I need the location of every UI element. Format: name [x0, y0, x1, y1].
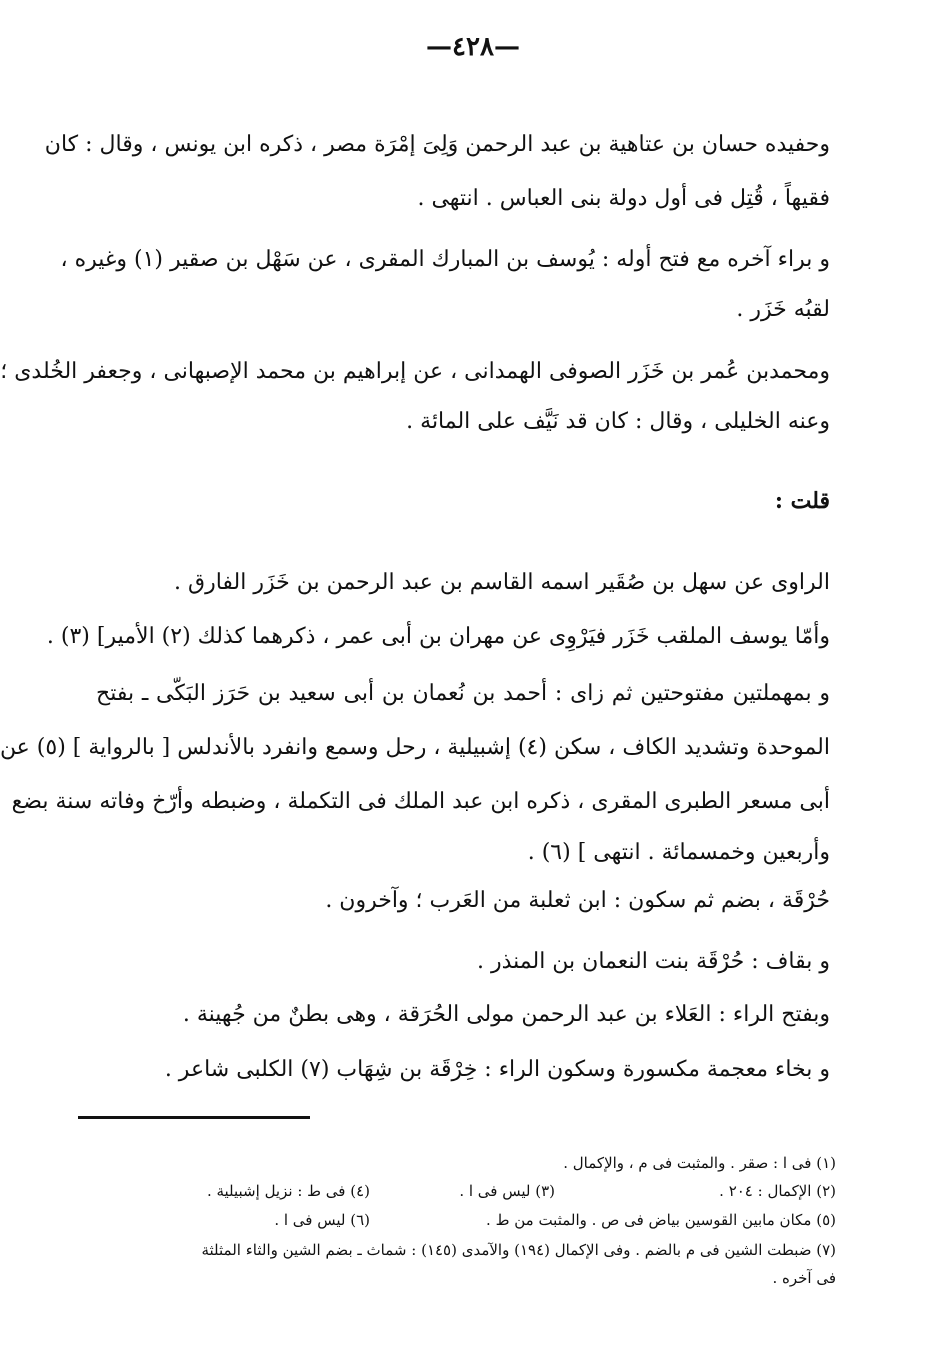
- body-line: و بقاف : حُرْقَة بنت النعمان بن المنذر .: [476, 949, 830, 974]
- page-number: —٤٢٨—: [426, 32, 520, 62]
- body-line: وأربعين وخمسمائة . انتهى ] (٦) .: [527, 840, 830, 865]
- footnote-6: (٦) ليس فى ا .: [274, 1211, 370, 1229]
- footnote-3: (٣) ليس فى ا .: [459, 1182, 555, 1200]
- body-line: وبفتح الراء : العَلاء بن عبد الرحمن مولى الحُرَقة ، وهى بطنٌ من جُهينة .: [182, 1002, 830, 1027]
- body-line: و بمهملتين مفتوحتين ثم زاى : أحمد بن نُعمان بن أبى سعيد بن حَرَز البَكّى ـ بفتح: [96, 681, 830, 706]
- footnote-7-continued: فى آخره .: [772, 1269, 836, 1287]
- body-line: ومحمدبن عُمر بن خَزَر الصوفى الهمدانى ، عن إبراهيم بن محمد الإصبهانى ، وجعفر الخُلدى ؛: [0, 359, 830, 384]
- body-line: و براء آخره مع فتح أوله : يُوسف بن المبارك المقرى ، عن سَهْل بن صقير (١) وغيره ،: [60, 247, 830, 272]
- body-line: وعنه الخليلى ، وقال : كان قد نَيَّف على المائة .: [406, 409, 830, 434]
- footnote-7: (٧) ضبطت الشين فى م بالضم . وفى الإكمال (١٩٤) والآمدى (١٤٥) : شماث ـ بضم الشين والثاء المثلثة: [201, 1241, 836, 1259]
- body-line: و بخاء معجمة مكسورة وسكون الراء : خِرْقَة بن شِهَاب (٧) الكلبى شاعر .: [164, 1057, 830, 1082]
- body-line: فقيهاً ، قُتِل فى أول دولة بنى العباس . انتهى .: [417, 186, 830, 211]
- body-line: لقبُه خَزَر .: [736, 297, 830, 322]
- body-line: حُرْقَة ، بضم ثم سكون : ابن ثعلبة من العَرب ؛ وآخرون .: [325, 888, 830, 913]
- section-heading: قلت :: [774, 488, 830, 514]
- body-line: الموحدة وتشديد الكاف ، سكن (٤) إشبيلية ، رحل وسمع وانفرد بالأندلس [ بالرواية ] (٥) عن: [0, 735, 830, 760]
- body-line: أبى مسعر الطبرى المقرى ، ذكره ابن عبد الملك فى التكملة ، وضبطه وأرّخ وفاته سنة بضع: [11, 789, 830, 814]
- footnote-5: (٥) مكان مابين القوسين بياض فى ص . والمثبت من ط .: [486, 1211, 836, 1229]
- footnote-4: (٤) فى ط : نزيل إشبيلية .: [206, 1182, 370, 1200]
- body-line: وحفيده حسان بن عتاهية بن عبد الرحمن وَلِىَ إمْرَة مصر ، ذكره ابن يونس ، وقال : كان: [44, 132, 830, 157]
- footnote-1: (١) فى ا : صقر . والمثبت فى م ، والإكمال .: [563, 1154, 836, 1172]
- body-line: الراوى عن سهل بن صُقَير اسمه القاسم بن عبد الرحمن بن خَزَر الفارق .: [174, 570, 830, 595]
- body-line: وأمّا يوسف الملقب خَزَر فيَرْوِى عن مهران بن أبى عمر ، ذكرهما كذلك (٢) الأمير] (٣) .: [46, 624, 830, 649]
- footnote-2: (٢) الإكمال : ٢٠٤ .: [719, 1182, 836, 1200]
- footnote-divider: [78, 1116, 310, 1119]
